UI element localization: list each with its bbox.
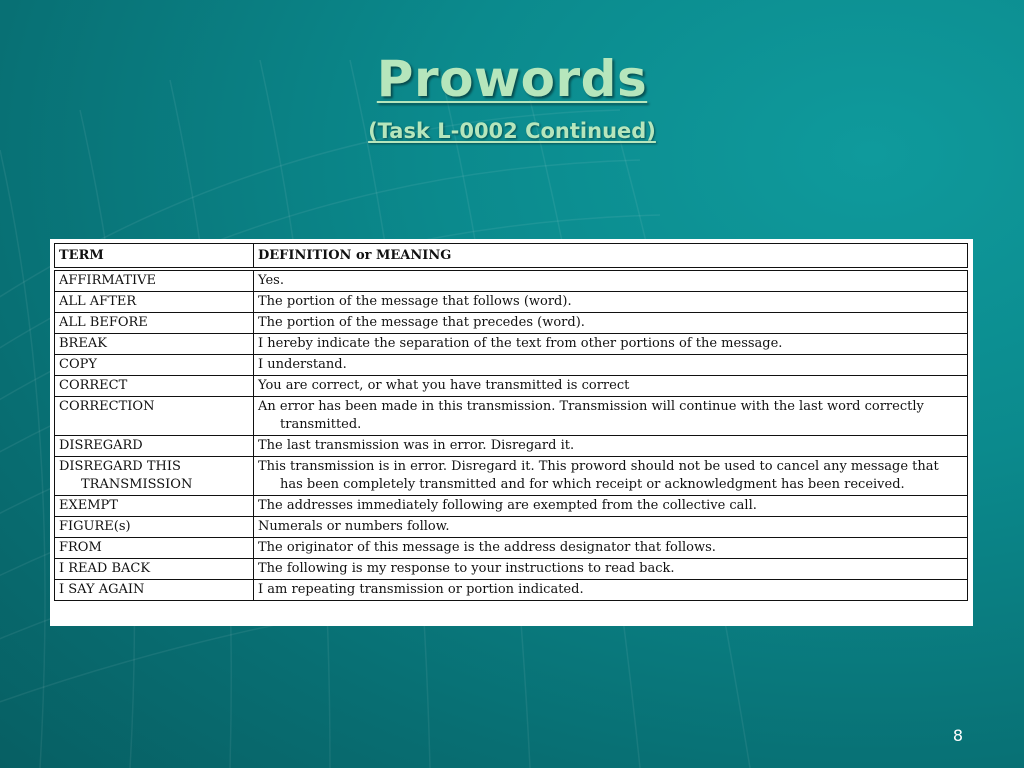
term-cell: BREAK — [55, 334, 254, 355]
table-row — [55, 538, 968, 559]
definition-cell: I hereby indicate the separation of the text from other portions of the message. — [254, 334, 968, 355]
term-text: DISREGARD THIS TRANSMISSION — [59, 459, 193, 492]
table-row — [55, 376, 968, 397]
table-row — [55, 457, 968, 496]
table-row — [55, 436, 968, 457]
term-column-header: TERM — [55, 244, 254, 270]
table-header-row — [55, 244, 968, 270]
definition-cell: The following is my response to your instructions to read back. — [254, 559, 968, 580]
definition-cell: The originator of this message is the address designator that follows. — [254, 538, 968, 559]
term-cell: CORRECTION — [55, 397, 254, 436]
slide-title: Prowords — [376, 50, 648, 108]
definition-cell: I am repeating transmission or portion indicated. — [254, 580, 968, 601]
definition-cell: You are correct, or what you have transmitted is correct — [254, 376, 968, 397]
table-row — [55, 334, 968, 355]
term-cell: FROM — [55, 538, 254, 559]
definition-cell: The last transmission was in error. Disregard it. — [254, 436, 968, 457]
term-cell: DISREGARD — [55, 436, 254, 457]
definition-cell — [254, 397, 968, 436]
definition-text: An error has been made in this transmission. Transmission will continue with the last word correctly transmitted. — [258, 399, 924, 432]
term-cell: AFFIRMATIVE — [55, 269, 254, 292]
table-row — [55, 496, 968, 517]
definition-text: This transmission is in error. Disregard it. This proword should not be used to cancel any message that has been completely transmitted and for which receipt or acknowledgment has been received. — [258, 459, 939, 492]
table-row — [55, 580, 968, 601]
term-cell: EXEMPT — [55, 496, 254, 517]
table-row — [55, 355, 968, 376]
term-cell: CORRECT — [55, 376, 254, 397]
term-cell: FIGURE(s) — [55, 517, 254, 538]
term-cell: COPY — [55, 355, 254, 376]
term-cell: ALL BEFORE — [55, 313, 254, 334]
table-row — [55, 517, 968, 538]
definition-cell — [254, 457, 968, 496]
definition-cell: The portion of the message that precedes (word). — [254, 313, 968, 334]
slide-subtitle: (Task L-0002 Continued) — [368, 119, 656, 143]
table-row — [55, 292, 968, 313]
term-cell: I READ BACK — [55, 559, 254, 580]
table-row — [55, 559, 968, 580]
term-cell: I SAY AGAIN — [55, 580, 254, 601]
table-row — [55, 269, 968, 292]
definition-cell: The addresses immediately following are exempted from the collective call. — [254, 496, 968, 517]
term-cell — [55, 457, 254, 496]
table-row — [55, 313, 968, 334]
definition-column-header: DEFINITION or MEANING — [254, 244, 968, 270]
prowords-table-card — [50, 239, 973, 626]
definition-cell: Numerals or numbers follow. — [254, 517, 968, 538]
definition-cell: I understand. — [254, 355, 968, 376]
definition-cell: Yes. — [254, 269, 968, 292]
table-row — [55, 397, 968, 436]
page-number: 8 — [952, 726, 963, 745]
prowords-table — [54, 243, 968, 601]
term-cell: ALL AFTER — [55, 292, 254, 313]
definition-cell: The portion of the message that follows (word). — [254, 292, 968, 313]
